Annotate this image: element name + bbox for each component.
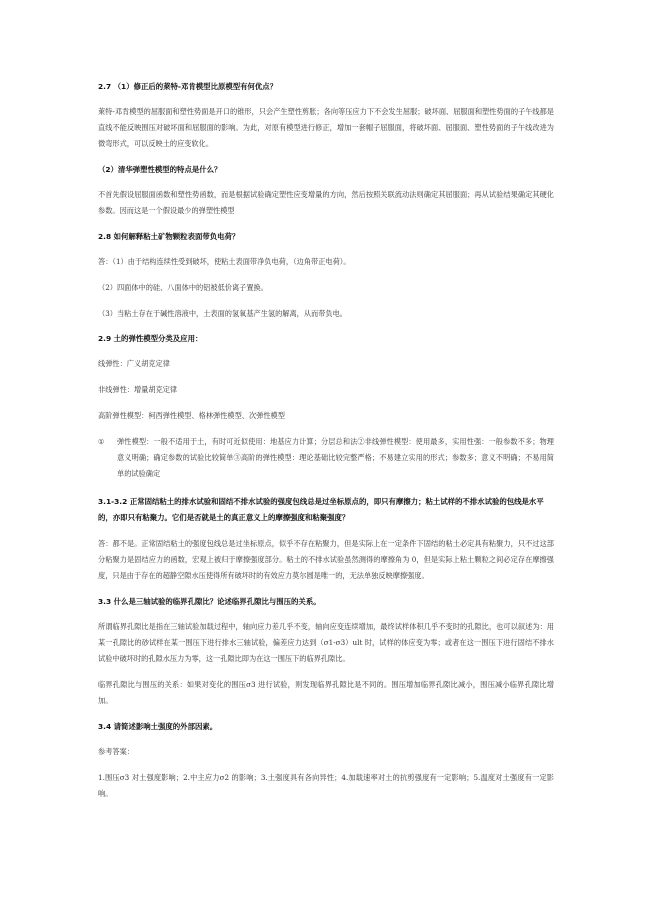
- heading-2-7-2: （2）清华弹塑性模型的特点是什么？: [98, 165, 222, 174]
- list-text: 弹性模型：一般不适用于土，有时可近似使用：地基应力计算；分层总和法②非线弹性模型：使用最多，实用性强：一般参数不多；物理意义明确；确定参数的试验比较简单③高阶的弹性模型：理论基础比较完整严格；不易建立实用的形式；参数多；意义不明确；不易用简单的试验确定: [117, 437, 554, 478]
- paragraph-2-8-a1: 答：（1）由于结构连续性受到破坏，使粘土表面带净负电荷，（边角带正电荷）。: [98, 257, 351, 266]
- paragraph-3-3-answer: 所谓临界孔隙比是指在三轴试验加载过程中，轴向应力差几乎不变，轴向应变连续增加，最终试样体积几乎不变时的孔隙比，也可以叙述为：用某一孔隙比的砂试样在某一围压下进行排水三轴试验，偏差应力达到（σ1-σ3）ult 时，试样的体应变为零；或者在这一围压下进行固结不排水试验中破坏时的孔隙水压力为零，这一孔隙比即为在这一围压下的临界孔隙比。: [98, 622, 554, 663]
- paragraph-2-8-a3: （3）当粘土存在于碱性溶液中，土表面的氢氧基产生氢的解离，从而带负电。: [98, 309, 347, 318]
- paragraph-2-8-a2: （2）四面体中的硅、八面体中的铝被低价离子置换。: [98, 283, 268, 292]
- heading-3-3: 3.3 什么是三轴试验的临界孔隙比？论述临界孔隙比与围压的关系。: [98, 597, 321, 606]
- list-marker: ①: [98, 437, 105, 446]
- heading-3-1: 3.1-3.2 正常固结粘土的排水试验和固结不排水试验的强度包线总是过坐标原点的，即只有摩擦力；粘土试样的不排水试验的包线是水平的，亦即只有粘聚力。它们是否就是土的真正意义上的摩擦强度和粘聚强度？: [98, 497, 544, 522]
- paragraph-3-3-answer-2: 临界孔隙比与围压的关系：如果对变化的围压σ3 进行试验，则发现临界孔隙比是不同的。围压增加临界孔隙比减小，围压减小临界孔隙比增加。: [98, 680, 554, 705]
- paragraph-2-9-note: [98, 434, 554, 482]
- heading-2-9: 2.9 土的弹性模型分类及应用：: [98, 334, 203, 343]
- heading-2-7: 2.7 （1）修正后的萊特-邓肯模型比原模型有何优点？: [98, 82, 278, 91]
- paragraph-3-1-answer: 答：都不是。正常固结粘土的强度包线总是过坐标原点，似乎不存在粘聚力，但是实际上在一定条件下固结的粘土必定具有粘聚力，只不过这部分粘聚力是固结应力的函数，宏观上被归于摩擦强度部分。粘土的不排水试验虽然测得的摩擦角为 0，但是实际上粘土颗粒之间必定存在摩擦强度，只是由于存在的超静空隙水压使得所有破坏时的有效应力莫尔圆是唯一的，无法单独反映摩擦强度。: [98, 539, 554, 580]
- heading-2-8: 2.8 如何解释粘土矿物颗粒表面带负电荷？: [98, 232, 240, 241]
- paragraph-2-9-higher-order: 高阶弹性模型：柯西弹性模型、格林弹性模型、次弹性模型: [98, 411, 285, 420]
- paragraph-3-4-answer: 1.围压σ3 对土强度影响；2.中主应力σ2 的影响；3.土强度具有各向异性；4.加载速率对土的抗剪强度有一定影响；5.温度对土强度有一定影响。: [98, 773, 554, 798]
- paragraph-2-7-2-answer: 不首先假设屈服面函数和塑性势函数，而是根据试验确定塑性应变增量的方向，然后按照关联流动法则确定其屈服面；再从试验结果确定其硬化参数。因而这是一个假设最少的弹塑性模型: [98, 190, 554, 215]
- paragraph-3-4-reference: 参考答案：: [98, 747, 134, 756]
- paragraph-2-7-answer: 萊特-邓肯模型的屈服面和塑性势面是开口的锥形，只会产生塑性剪胀；各向等压应力下不会发生屈服；破坏面、屈服面和塑性势面的子午线都是直线不能反映围压对破坏面和屈服面的影响。为此，对原有模型进行修正，增加一套帽子屈服面，将破坏面、屈服面、塑性势面的子午线改进为微弯形式，可以反映土的应变软化。: [98, 107, 554, 148]
- paragraph-2-9-linear: 线弹性：广义胡克定律: [98, 359, 170, 368]
- heading-3-4: 3.4 请简述影响土强度的外部因素。: [98, 722, 218, 731]
- paragraph-2-9-nonlinear: 非线弹性：增量胡克定律: [98, 385, 178, 394]
- document-content: [98, 80, 554, 802]
